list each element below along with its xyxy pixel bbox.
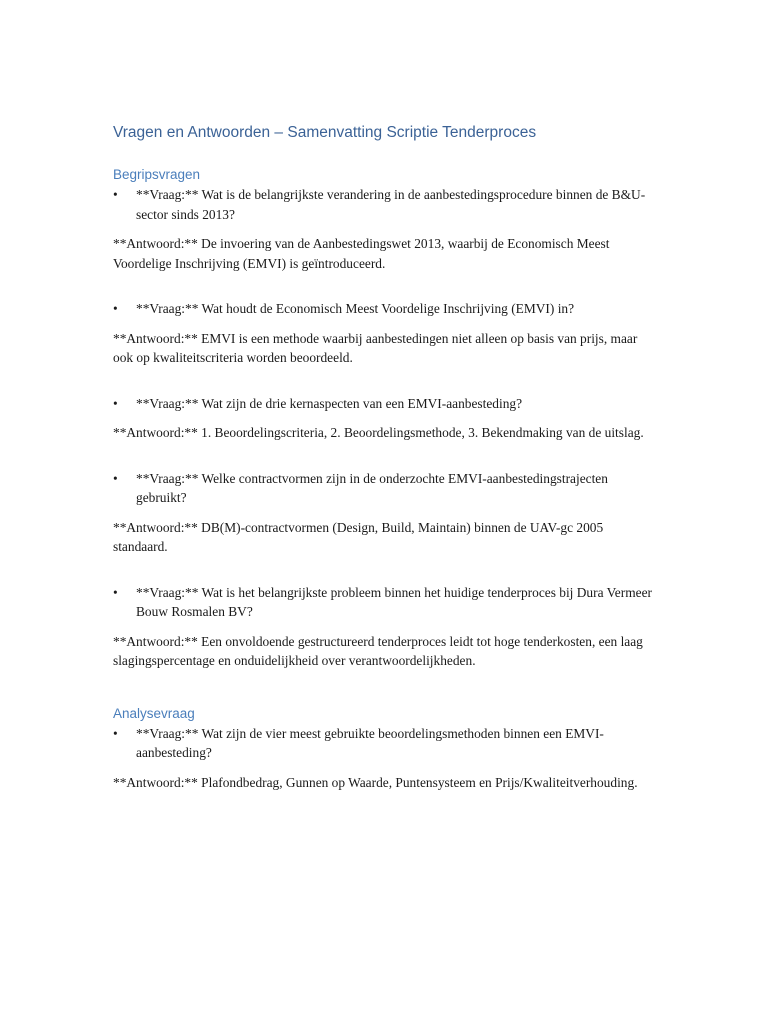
answer-text: **Antwoord:** EMVI is een methode waarbij aanbestedingen niet alleen op basis van prijs, maar ook op kwaliteitscriteria worden beoordeeld. bbox=[113, 330, 638, 365]
bullet-icon: • bbox=[113, 584, 118, 600]
bullet-icon: • bbox=[113, 187, 118, 202]
section-heading: Begripsvragen bbox=[113, 167, 201, 182]
answer-text: **Antwoord:** Plafondbedrag, Gunnen op Waarde, Puntensysteem en Prijs/Kwaliteitverhouding. bbox=[113, 774, 638, 790]
qa-item bbox=[113, 394, 658, 443]
question-list bbox=[113, 394, 658, 414]
answer-text: **Antwoord:** De invoering van de Aanbestedingswet 2013, waarbij de Economisch Meest Voordelige Inschrijving (EMVI) is geïntroduceerd. bbox=[113, 236, 610, 271]
qa-item bbox=[113, 469, 658, 557]
question-text: **Vraag:** Wat is het belangrijkste probleem binnen het huidige tenderproces bij Dura Vermeer Bouw Rosmalen BV? bbox=[136, 584, 652, 619]
question-item bbox=[113, 299, 658, 319]
bullet-icon: • bbox=[113, 301, 118, 316]
question-list bbox=[113, 583, 658, 622]
question-item bbox=[113, 185, 658, 224]
question-text: **Vraag:** Wat houdt de Economisch Meest Voordelige Inschrijving (EMVI) in? bbox=[136, 301, 575, 316]
bullet-icon: • bbox=[113, 470, 118, 486]
answer-text: **Antwoord:** 1. Beoordelingscriteria, 2. Beoordelingsmethode, 3. Bekendmaking van de uitslag. bbox=[113, 425, 644, 440]
qa-item bbox=[113, 299, 658, 368]
question-list bbox=[113, 185, 658, 224]
section-analysevraag bbox=[113, 706, 658, 793]
answer-text: **Antwoord:** DB(M)-contractvormen (Design, Build, Maintain) binnen de UAV-gc 2005 standaard. bbox=[113, 519, 604, 554]
document-title: Vragen en Antwoorden – Samenvatting Scriptie Tenderproces bbox=[113, 124, 537, 141]
qa-item bbox=[113, 724, 658, 793]
document-page bbox=[113, 124, 658, 792]
question-list bbox=[113, 469, 658, 508]
question-list bbox=[113, 724, 658, 763]
question-text: **Vraag:** Wat is de belangrijkste verandering in de aanbestedingsprocedure binnen de B&U-sector sinds 2013? bbox=[136, 187, 646, 222]
question-text: **Vraag:** Wat zijn de drie kernaspecten van een EMVI-aanbesteding? bbox=[136, 395, 523, 411]
bullet-icon: • bbox=[113, 395, 118, 411]
question-item bbox=[113, 583, 658, 622]
question-item bbox=[113, 394, 658, 414]
question-text: **Vraag:** Wat zijn de vier meest gebruikte beoordelingsmethoden binnen een EMVI-aanbesteding? bbox=[136, 725, 604, 760]
question-list bbox=[113, 299, 658, 319]
section-begripsvragen bbox=[113, 167, 658, 671]
qa-item bbox=[113, 583, 658, 671]
question-text: **Vraag:** Welke contractvormen zijn in de onderzochte EMVI-aanbestedingstrajecten gebruikt? bbox=[136, 470, 608, 505]
bullet-icon: • bbox=[113, 725, 118, 741]
question-item bbox=[113, 724, 658, 763]
answer-text: **Antwoord:** Een onvoldoende gestructureerd tenderproces leidt tot hoge tenderkosten, een laag slagingspercentage en onduidelijkheid over verantwoordelijkheden. bbox=[113, 633, 643, 668]
section-heading: Analysevraag bbox=[113, 705, 195, 721]
question-item bbox=[113, 469, 658, 508]
qa-item bbox=[113, 185, 658, 273]
